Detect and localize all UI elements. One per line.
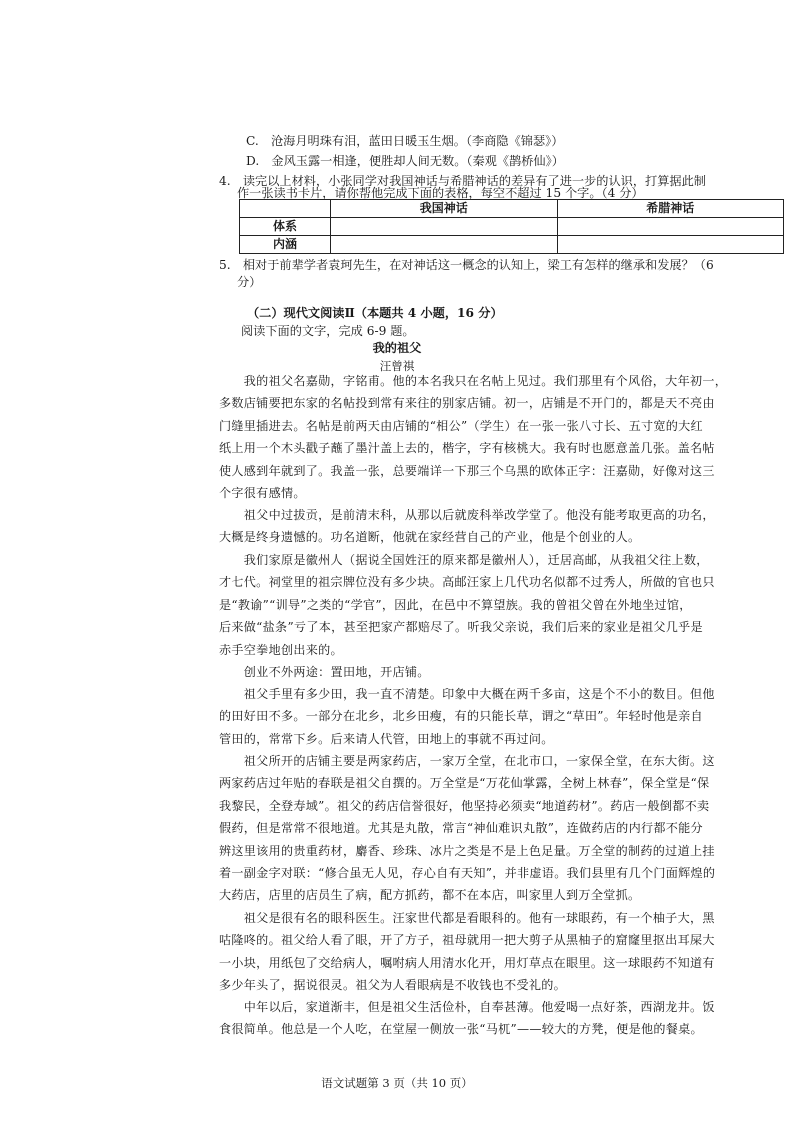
text-line: 大药店，店里的店员生了病，配方抓药，都不在本店，叫家里人到万全堂抓。 [219,888,641,903]
article-paragraph-5 [219,683,779,750]
text-line: 假药，但是常常不很地道。尤其是丸散，常言“神仙难识丸散”，连做药店的内行都不能分 [219,821,703,836]
row-header-system: 体系 [240,218,331,236]
question-4-line-2: 作一张读书卡片，请你帮他完成下面的表格，每空不超过 15 个字。（4 分） [237,186,644,200]
section-instruction: 阅读下面的文字，完成 6-9 题。 [241,324,415,338]
column-header-greece: 希腊神话 [557,200,784,218]
text-line: 大概是终身遗憾的。功名道断，他就在家经营自己的产业，他是个创业的人。 [219,530,641,545]
table-corner-cell [240,200,331,218]
text-line: 咕隆咚的。祖父给人看了眼，开了方子，祖母就用一把大剪子从黑柚子的窟窿里抠出耳屎大 [219,933,715,948]
text-line: 后来做“盐条”亏了本，甚至把家产都赔尽了。听我父亲说，我们后来的家业是祖父几乎是 [219,620,703,635]
answer-cell-china-system[interactable] [331,218,558,236]
column-header-china: 我国神话 [331,200,558,218]
text-line: 辨这里该用的贵重药材，麝香、珍珠、冰片之类是不是上色足量。万全堂的制药的过道上挂 [219,843,715,858]
text-line: 门缝里插进去。名帖是前两天由店铺的“相公”（学生）在一张一张八寸长、五寸宽的大红 [219,418,703,433]
text-line: 着一副金字对联：“修合虽无人见，存心自有天知”，并非虚语。我们县里有几个门面辉煌的 [219,866,716,881]
text-line: 一小块，用纸包了交给病人，嘱咐病人用清水化开，用灯草点在眼里。这一球眼药不知道有 [219,955,715,970]
row-header-meaning: 内涵 [240,236,331,254]
question-5-line-1: 5. 相对于前辈学者袁珂先生，在对神话这一概念的认知上，梁工有怎样的继承和发展？（6 [219,258,714,272]
article-title: 我的祖父 [372,341,422,355]
text-line: 祖父中过拔贡，是前清末科，从那以后就废科举改学堂了。他没有能考取更高的功名， [219,508,715,522]
text-line: 多少年头了，据说很灵。祖父为人看眼病是不收钱也不受礼的。 [219,978,567,993]
text-line: 使人感到年就到了。我盖一张，总要端详一下那三个乌黑的欧体正字：汪嘉勋，好像对这三 [219,463,715,478]
text-line: 赤手空拳地创出来的。 [219,642,343,657]
article-paragraph-2 [219,504,779,549]
text-line: 的田好田不多。一部分在北乡，北乡田瘦，有的只能长草，谓之“草田”。年轻时他是亲自 [219,709,703,724]
answer-cell-greece-meaning[interactable] [557,236,784,254]
text-line: 两家药店过年贴的春联是祖父自撰的。万全堂是“万花仙掌露，全树上林春”，保全堂是“保 [219,776,710,791]
text-line: 纸上用一个木头戳子蘸了墨汁盖上去的，楷字，字有核桃大。我有时也愿意盖几张。盖名帖 [219,441,715,456]
text-line: 是“教谕”“训导”之类的“学官”，因此，在邑中不算望族。我的曾祖父曾在外地坐过馆， [219,597,692,612]
page-footer: 语文试题第 3 页（共 10 页） [321,1076,473,1090]
text-line: 祖父所开的店铺主要是两家药店，一家万全堂，在北市口，一家保全堂，在东大街。这 [219,754,715,768]
article-paragraph-3 [219,549,779,661]
text-line: 食很简单。他总是一个人吃，在堂屋一侧放一张“马杌”——较大的方凳，便是他的餐桌。 [219,1022,703,1037]
article-paragraph-1 [219,370,779,504]
text-line: 管田的，常常下乡。后来请人代管，田地上的事就不再过问。 [219,731,554,746]
text-line: 祖父是很有名的眼科医生。汪家世代都是看眼科的。他有一球眼药，有一个柚子大，黑 [219,911,715,925]
article-paragraph-4 [219,661,779,683]
reading-card-table [239,199,784,254]
text-line: 我们家原是徽州人（据说全国姓汪的原来都是徽州人），迁居高邮，从我祖父往上数， [219,553,709,567]
table-row [240,218,784,236]
option-d: D. 金风玉露一相逢，便胜却人间无数。（秦观《鹊桥仙》） [246,154,564,168]
text-line: 我的祖父名嘉勋，字铭甫。他的本名我只在名帖上见过。我们那里有个风俗，大年初一， [219,374,728,388]
article-paragraph-7 [219,907,779,997]
text-line: 才七代。祠堂里的祖宗牌位没有多少块。高邮汪家上几代功名似都不过秀人，所做的官也只 [219,575,715,590]
text-line: 多数店铺要把东家的名帖投到常有来往的别家店铺。初一，店铺是不开门的，都是天不亮由 [219,396,715,411]
answer-cell-china-meaning[interactable] [331,236,558,254]
text-line: 个字很有感情。 [219,486,306,501]
table-header-row [240,200,784,218]
section-heading: （二）现代文阅读Ⅱ（本题共 4 小题，16 分） [247,306,503,320]
text-line: 祖父手里有多少田，我一直不清楚。印象中大概在两千多亩，这是个不小的数目。但他 [219,687,715,701]
table-row [240,236,784,254]
text-line: 中年以后，家道渐丰，但是祖父生活俭朴，自奉甚薄。他爱喝一点好茶，西湖龙井。饭 [219,1000,715,1014]
text-line: 创业不外两途：置田地，开店铺。 [219,665,430,679]
question-5-line-2: 分） [237,275,262,289]
article-paragraph-6 [219,750,779,907]
text-line: 我黎民，全登寿域”。祖父的药店信誉很好，他坚持必须卖“地道药材”。药店一般倒都不卖 [219,798,710,813]
article-author: 汪曾祺 [379,359,415,373]
answer-cell-greece-system[interactable] [557,218,784,236]
option-c: C. 沧海月明珠有泪，蓝田日暖玉生烟。（李商隐《锦瑟》） [246,134,564,148]
article-paragraph-8 [219,996,779,1041]
question-4-line-1: 4. 读完以上材料，小张同学对我国神话与希腊神话的差异有了进一步的认识，打算据此制 [219,174,706,188]
